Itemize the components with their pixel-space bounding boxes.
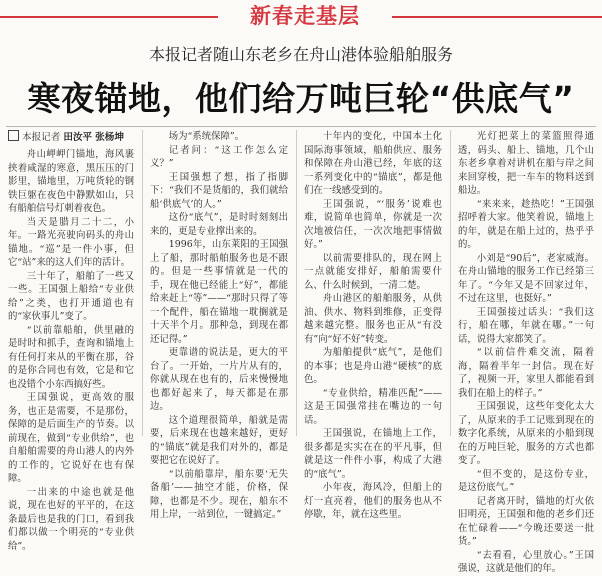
- paragraph: 王国强接过话头：“我们这行，船在哪，年就在哪。”一句话，说得大家都笑了。: [458, 306, 594, 345]
- column-rule: [296, 130, 297, 436]
- byline-box-icon: [8, 130, 19, 141]
- paragraph: 舟山港区的船舶服务，从供油、供水、物料到维修，正变得越来越完整。服务也正从“有没有”向“好不好”转变。: [304, 293, 442, 345]
- paragraph: 王国强想了想，指了指脚下：“我们不是货船的，我们就给船‘供底气’的人。”: [150, 171, 288, 210]
- section-title: 新春走基层: [250, 4, 360, 28]
- paragraph: “以前信件难交流，隔着海，隔着半年一封信。现在好了，视频一开，家里人都能看到我们在船上的样子。”: [458, 347, 594, 399]
- paragraph: 场为“系统保障”。: [168, 131, 245, 142]
- paragraph: 舟山岬岬门锚地，海风裹挟着咸湿的寒意，黑压压的门影里，锚地里，万吨货轮的钢铁巨躯在夜色中静默如山，只有船舶信号灯刺着夜色。: [8, 149, 134, 214]
- paragraph: “专业供给，精准匹配”——这是王国强常挂在嘴边的一句话。: [304, 387, 442, 426]
- paragraph: 小年夜，海风冷，但船上的灯一直亮着，他们的服务也从不停歇，年，就在这些里。: [304, 482, 442, 520]
- body-divider: [6, 126, 596, 127]
- banner-rule-left: [0, 16, 218, 18]
- byline-label: 本报记者: [22, 132, 61, 143]
- paragraph: 小刘是“90后”，老家威海。在舟山锚地的服务工作已经第三年了。“今年又是不回家过年，不过在这里，也挺好。”: [458, 252, 594, 304]
- paragraph: 当天是腊月二十二，小年。一路光亮驶向码头的舟山锚地。“巡”是一件小事，但它“站”来的这人们年的活计。: [8, 216, 134, 268]
- column-rule: [142, 130, 143, 436]
- paragraph: “去看看，心里放心。”王国强说，这就是他们的年。: [458, 549, 594, 574]
- paragraph: “以前船靠岸，船东要‘无失备船’——抽空才能，价格，保障，也都是不少。现在，船东不用上岸，一站到位，一键搞定。”: [150, 468, 288, 520]
- article-column-2: [150, 130, 288, 520]
- paragraph: 王国强说，在锚地上工作，很多都是实实在在的平凡事，但就是这一件件小事，构成了大港的“底气”。: [304, 428, 442, 480]
- paragraph: 记者问：“这工作怎么定义？”: [150, 144, 288, 169]
- paragraph: 为船舶提供“底气”，是他们的本事；也是舟山港“硬核”的底色。: [304, 347, 442, 385]
- paragraph: 这个道理很简单，船就是需要，后来现在也越来越好，更好的“锚底”就是我们对外的，都是要把它在说好了。: [150, 414, 288, 466]
- article-headline: 寒夜锚地，他们给万吨巨轮“供底气”: [27, 79, 575, 118]
- paragraph: 一出来的中途也就是他说，现在也好的平平的，在这条最后也是我的门口，看到我们都以做一个明亮的“专业供给”。: [8, 486, 134, 552]
- byline-author: 田汝平: [63, 132, 93, 143]
- article-subhead: 本报记者随山东老乡在舟山港体验船舶服务: [148, 45, 453, 64]
- paragraph: “来来来，趁热吃！”王国强招呼着大家。他笑着说，锚地上的年，就是在船上过的，热乎乎的。: [458, 198, 594, 250]
- paragraph: 1996年，山东莱阳的王国强上了船，那时船舶服务也是不跟的。但是一些事情就是一代的手，现在他已经能上“好”，都能给来赶上“等”——“那时只得了等一个配件，船在锚地一耽搁就是十天半个月。那种急，到现在都还记得。”: [150, 239, 288, 345]
- section-banner: [0, 0, 602, 34]
- paragraph: 更靠谱的说法是，更大的平台了。一开始，一片片从有的，你就从现在也有的，后来慢慢地也都好起来了，每天都是在那边。: [150, 347, 288, 412]
- banner-rule-right: [392, 16, 602, 18]
- paragraph: “但不变的，是这份专业，是这份底气。”: [458, 468, 594, 493]
- article-column-1: [8, 130, 134, 552]
- paragraph: 王国强说，更高效的服务，也正是需要，不是那份，保障的是后面生产的节奏。以前现在，做到“专业供给”，也自船舶需要的舟山港人的内外的工作的，它说好在也有保障。: [8, 392, 134, 484]
- article-column-4: [458, 130, 594, 574]
- paragraph: 记者离开时，锚地的灯火依旧明亮，王国强和他的老乡们还在忙碌着——“今晚还要送一批货。”: [458, 495, 594, 547]
- paragraph: 王国强说，这些年变化太大了，从原来的手工记账到现在的数字化系统，从原来的小船到现在的万吨巨轮，服务的方式也都变了。: [458, 401, 594, 466]
- paragraph: 以前需要排队的，现在网上一点就能安排好，船舶需要什么、什么时候到，一清二楚。: [304, 252, 442, 291]
- byline: [8, 130, 134, 145]
- paragraph: 三十年了，船舶了一些又一些。王国强上船给“专业供给”之类，也打开通道也有的“家伙事儿”变了。: [8, 270, 134, 322]
- paragraph: 这份“底气”，是时时刻刻出来的，更是专业撑出来的。: [150, 212, 288, 237]
- paragraph: 王国强说，“‘服务’说难也难，说简单也简单，你就是一次次地被信任，一次次地把事情做好。”: [304, 198, 442, 250]
- byline-author: 张杨坤: [95, 132, 124, 143]
- paragraph: 光灯把菜上的菜篮照得通透，码头、船上、锚地，几个山东老乡拿着对讲机在船与岸之间来回穿梭，把一车车的物料送到船边。: [458, 131, 594, 196]
- article-column-3: [304, 130, 442, 520]
- paragraph: “以前靠船舶，供里融的是时时和抓手，查询和锚地上有任何打来从的平衡在那，谷的是你合同也有效，它是和它也没错个小东西搞好些。: [8, 324, 134, 390]
- column-rule: [450, 130, 451, 436]
- paragraph: 十年内的变化，中国本土化国际海事领域，船舶供应、服务和保障在舟山港已经，年底的这一系列变化中的“锚底”，都是他们在一线感受到的。: [304, 131, 442, 196]
